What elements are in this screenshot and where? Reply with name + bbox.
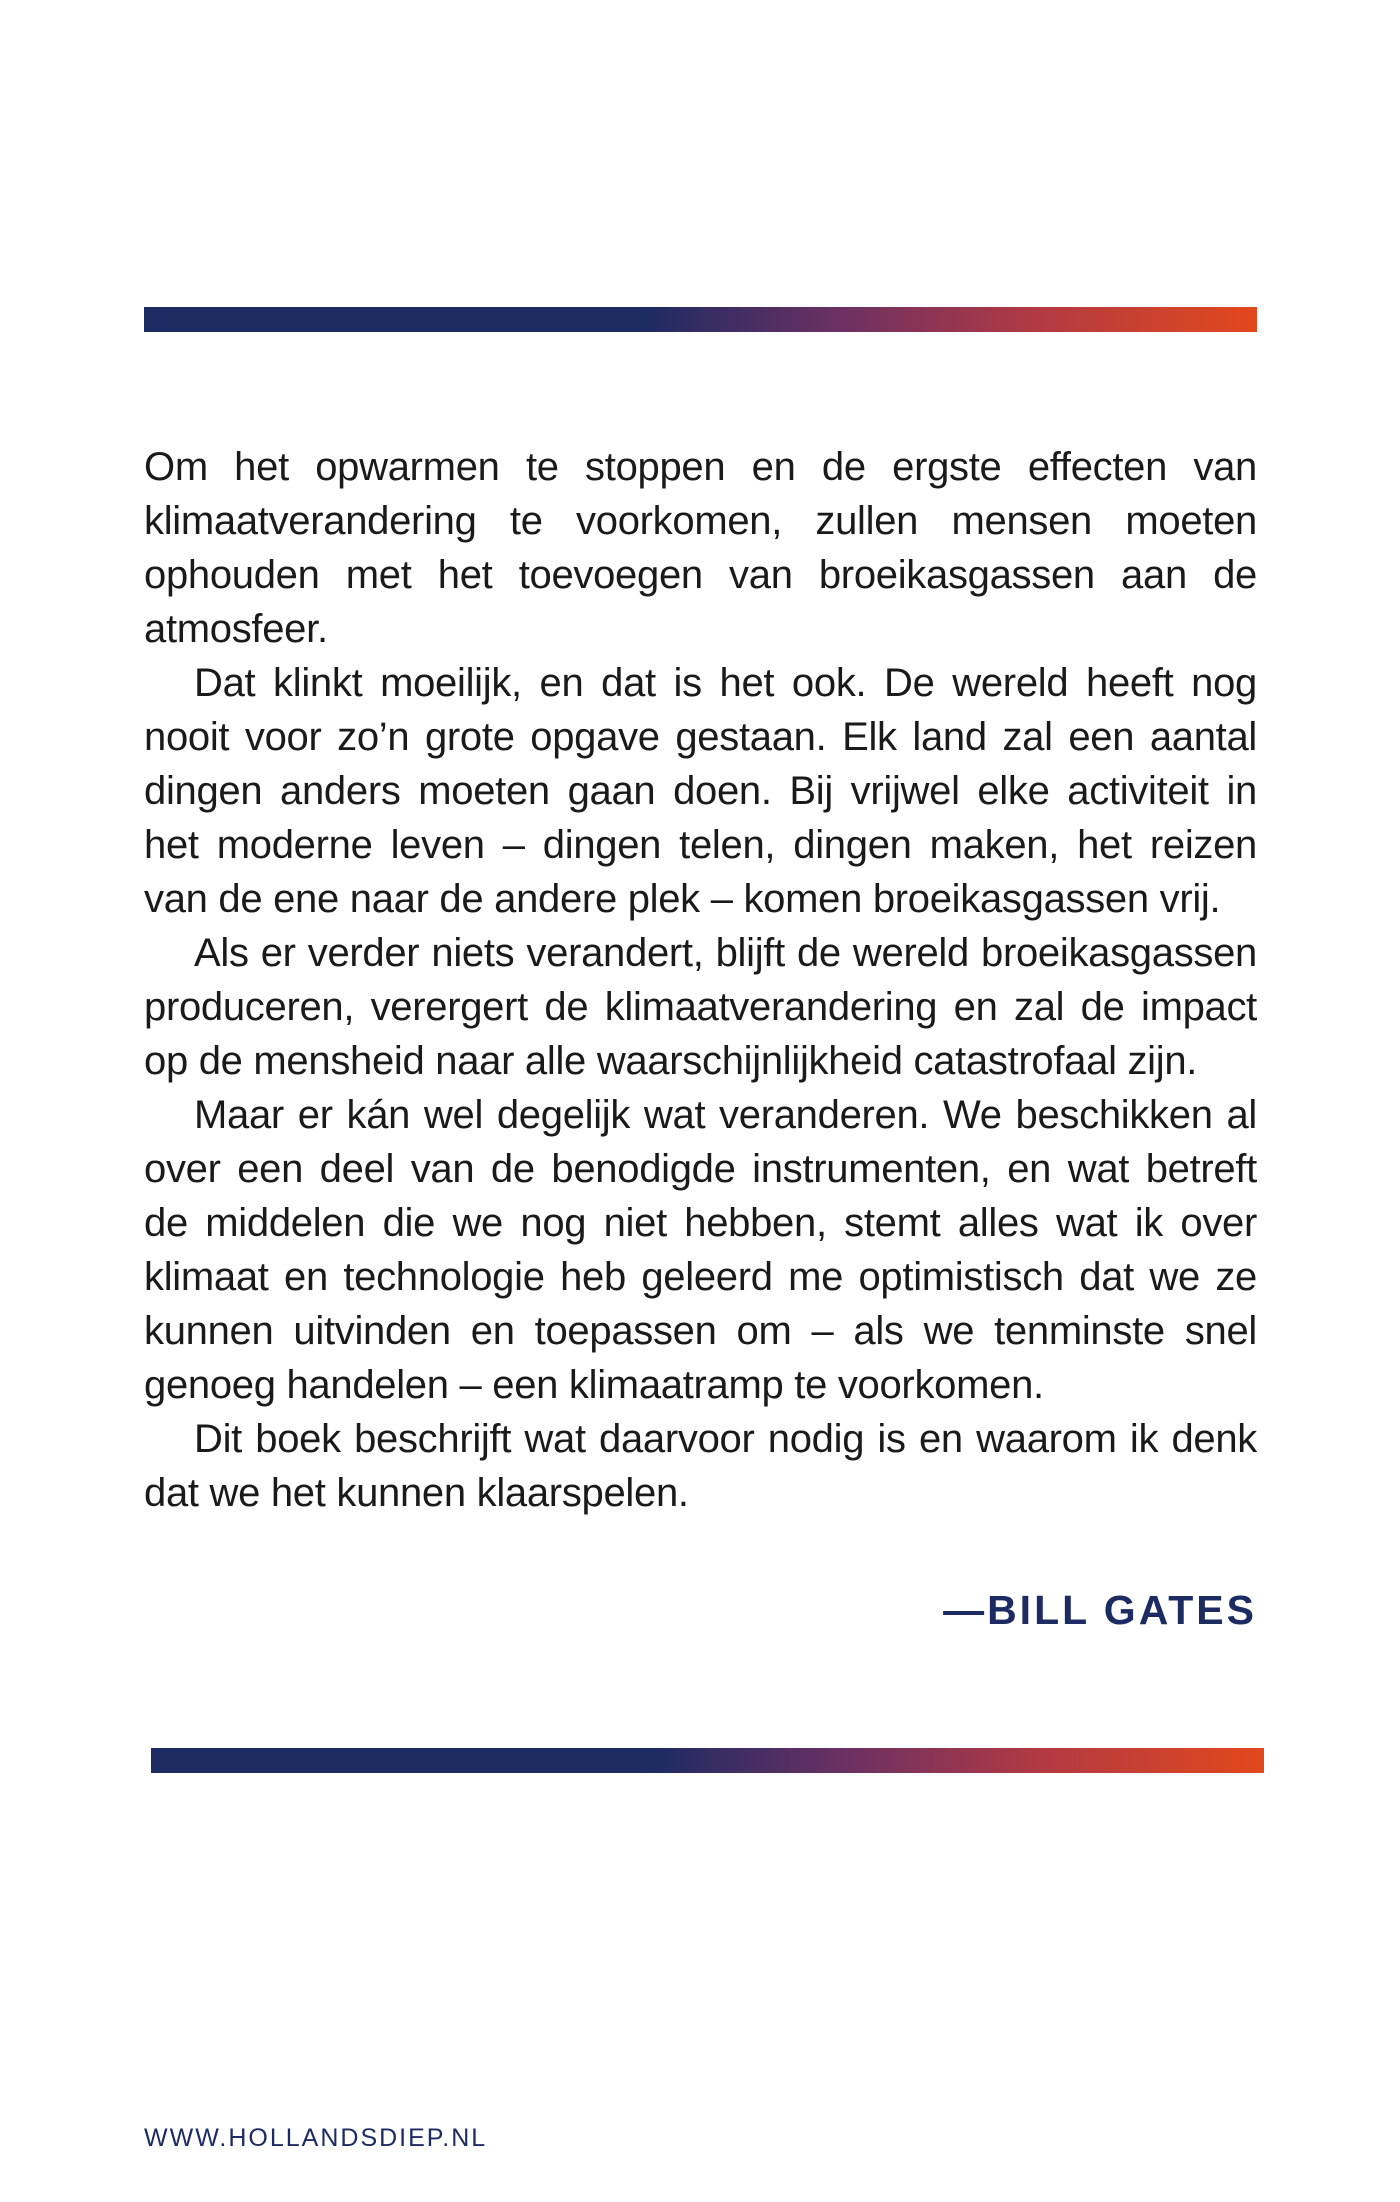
blurb-paragraph-4: Maar er kán wel degelijk wat veranderen. We beschikken al over een deel van de benodigde instrumenten, en wat betreft de middelen die we nog niet hebben, stemt alles wat ik over klimaat en technologie heb geleerd me optimistisch dat we ze kunnen uitvinden en toepassen om – als we tenminste snel genoeg handelen – een klimaatramp te voorkomen. bbox=[144, 1093, 1257, 1407]
author-signature: —BILL GATES bbox=[943, 1587, 1257, 1633]
publisher-website: WWW.HOLLANDSDIEP.NL bbox=[144, 2124, 488, 2152]
bottom-gradient-rule bbox=[151, 1748, 1264, 1773]
blurb-paragraph-5: Dit boek beschrijft wat daarvoor nodig is en waarom ik denk dat we het kunnen klaarspelen. bbox=[144, 1417, 1257, 1515]
top-gradient-rule bbox=[144, 307, 1257, 332]
back-cover-blurb bbox=[144, 440, 1257, 1520]
blurb-paragraph-2: Dat klinkt moeilijk, en dat is het ook. De wereld heeft nog nooit voor zo’n grote opgave gestaan. Elk land zal een aantal dingen anders moeten gaan doen. Bij vrijwel elke activiteit in het moderne leven – dingen telen, dingen maken, het reizen van de ene naar de andere plek – komen broeikasgassen vrij. bbox=[144, 661, 1257, 921]
blurb-paragraph-3: Als er verder niets verandert, blijft de wereld broeikasgassen produceren, verergert de klimaatverandering en zal de impact op de mensheid naar alle waarschijnlijkheid catastrofaal zijn. bbox=[144, 931, 1257, 1083]
blurb-paragraph-1: Om het opwarmen te stoppen en de ergste effecten van klimaatverandering te voorkomen, zullen mensen moeten ophouden met het toevoegen van broeikasgassen aan de atmosfeer. bbox=[144, 445, 1257, 651]
